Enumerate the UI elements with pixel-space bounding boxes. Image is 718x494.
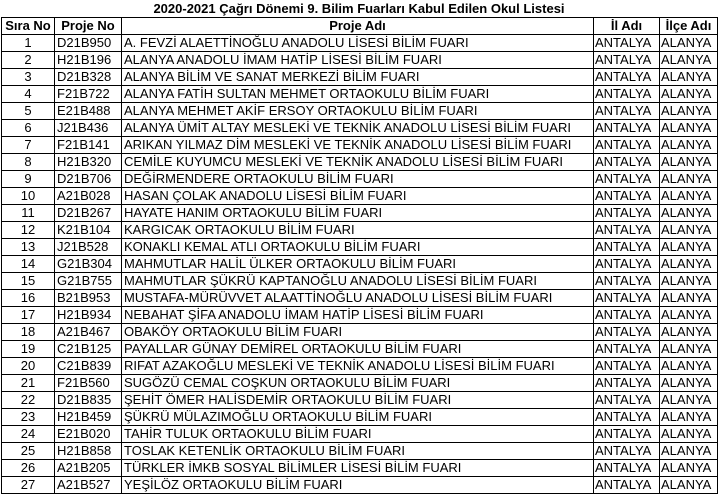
cell-ilce-adi[interactable]: ALANYA: [660, 375, 718, 392]
table-row: [2, 375, 718, 392]
cell-sira-no[interactable]: 13: [2, 239, 55, 256]
cell-proje-no[interactable]: E21B488: [55, 103, 122, 120]
cell-ilce-adi[interactable]: ALANYA: [660, 256, 718, 273]
cell-sira-no[interactable]: 5: [2, 103, 55, 120]
cell-ilce-adi[interactable]: ALANYA: [660, 477, 718, 494]
cell-ilce-adi[interactable]: ALANYA: [660, 137, 718, 154]
cell-sira-no[interactable]: 25: [2, 443, 55, 460]
cell-il-adi[interactable]: ANTALYA: [594, 188, 660, 205]
table-row: [2, 239, 718, 256]
cell-sira-no[interactable]: 6: [2, 120, 55, 137]
table-row: [2, 477, 718, 494]
cell-proje-no[interactable]: H21B320: [55, 154, 122, 171]
cell-proje-no[interactable]: D21B835: [55, 392, 122, 409]
cell-il-adi[interactable]: ANTALYA: [594, 290, 660, 307]
cell-proje-adi[interactable]: HASAN ÇOLAK ANADOLU LİSESİ BİLİM FUARI: [122, 188, 594, 205]
cell-ilce-adi[interactable]: ALANYA: [660, 358, 718, 375]
table-row: [2, 358, 718, 375]
cell-proje-adi[interactable]: KONAKLI KEMAL ATLI ORTAOKULU BİLİM FUARI: [122, 239, 594, 256]
cell-il-adi[interactable]: ANTALYA: [594, 358, 660, 375]
cell-proje-no[interactable]: H21B858: [55, 443, 122, 460]
table-row: [2, 52, 718, 69]
table-row: [2, 69, 718, 86]
cell-proje-adi[interactable]: TÜRKLER İMKB SOSYAL BİLİMLER LİSESİ BİLİM FUARI: [122, 460, 594, 477]
cell-sira-no[interactable]: 17: [2, 307, 55, 324]
cell-il-adi[interactable]: ANTALYA: [594, 375, 660, 392]
table-row: [2, 154, 718, 171]
cell-sira-no[interactable]: 16: [2, 290, 55, 307]
cell-ilce-adi[interactable]: ALANYA: [660, 460, 718, 477]
cell-proje-adi[interactable]: MAHMUTLAR ŞÜKRÜ KAPTANOĞLU ANADOLU LİSESİ BİLİM FUARI: [122, 273, 594, 290]
cell-ilce-adi[interactable]: ALANYA: [660, 341, 718, 358]
cell-proje-adi[interactable]: RIFAT AZAKOĞLU MESLEKİ VE TEKNİK ANADOLU LİSESİ BİLİM FUARI: [122, 358, 594, 375]
cell-proje-no[interactable]: G21B304: [55, 256, 122, 273]
cell-proje-adi[interactable]: ŞEHİT ÖMER HALİSDEMİR ORTAOKULU BİLİM FUARI: [122, 392, 594, 409]
cell-proje-no[interactable]: K21B104: [55, 222, 122, 239]
cell-sira-no[interactable]: 21: [2, 375, 55, 392]
cell-il-adi[interactable]: ANTALYA: [594, 273, 660, 290]
cell-sira-no[interactable]: 10: [2, 188, 55, 205]
cell-il-adi[interactable]: ANTALYA: [594, 103, 660, 120]
cell-ilce-adi[interactable]: ALANYA: [660, 307, 718, 324]
cell-proje-adi[interactable]: OBAKÖY ORTAOKULU BİLİM FUARI: [122, 324, 594, 341]
cell-il-adi[interactable]: ANTALYA: [594, 154, 660, 171]
table-row: [2, 86, 718, 103]
cell-proje-adi[interactable]: ALANYA FATİH SULTAN MEHMET ORTAOKULU BİLİM FUARI: [122, 86, 594, 103]
cell-proje-adi[interactable]: A. FEVZİ ALAETTİNOĞLU ANADOLU LİSESİ BİLİM FUARI: [122, 35, 594, 52]
table-row: [2, 273, 718, 290]
cell-sira-no[interactable]: 15: [2, 273, 55, 290]
cell-proje-adi[interactable]: KARGICAK ORTAOKULU BİLİM FUARI: [122, 222, 594, 239]
cell-proje-no[interactable]: H21B934: [55, 307, 122, 324]
header-proje-no[interactable]: Proje No: [55, 18, 122, 35]
cell-il-adi[interactable]: ANTALYA: [594, 426, 660, 443]
table-row: [2, 35, 718, 52]
cell-proje-adi[interactable]: ARIKAN YILMAZ DİM MESLEKİ VE TEKNİK ANADOLU LİSESİ BİLİM FUARI: [122, 137, 594, 154]
cell-sira-no[interactable]: 2: [2, 52, 55, 69]
cell-sira-no[interactable]: 18: [2, 324, 55, 341]
cell-ilce-adi[interactable]: ALANYA: [660, 426, 718, 443]
cell-il-adi[interactable]: ANTALYA: [594, 171, 660, 188]
cell-proje-adi[interactable]: NEBAHAT ŞİFA ANADOLU İMAM HATİP LİSESİ BİLİM FUARI: [122, 307, 594, 324]
cell-ilce-adi[interactable]: ALANYA: [660, 35, 718, 52]
cell-ilce-adi[interactable]: ALANYA: [660, 324, 718, 341]
cell-ilce-adi[interactable]: ALANYA: [660, 239, 718, 256]
table-row: [2, 188, 718, 205]
cell-proje-adi[interactable]: PAYALLAR GÜNAY DEMİREL ORTAOKULU BİLİM FUARI: [122, 341, 594, 358]
cell-sira-no[interactable]: 14: [2, 256, 55, 273]
cell-proje-no[interactable]: F21B141: [55, 137, 122, 154]
cell-il-adi[interactable]: ANTALYA: [594, 392, 660, 409]
cell-il-adi[interactable]: ANTALYA: [594, 35, 660, 52]
cell-sira-no[interactable]: 3: [2, 69, 55, 86]
cell-proje-no[interactable]: J21B528: [55, 239, 122, 256]
table-row: [2, 307, 718, 324]
header-ilce-adi[interactable]: İlçe Adı: [660, 18, 718, 35]
cell-proje-adi[interactable]: MAHMUTLAR HALİL ÜLKER ORTAOKULU BİLİM FUARI: [122, 256, 594, 273]
cell-proje-no[interactable]: A21B028: [55, 188, 122, 205]
table-row: [2, 460, 718, 477]
cell-ilce-adi[interactable]: ALANYA: [660, 222, 718, 239]
table-row: [2, 120, 718, 137]
cell-ilce-adi[interactable]: ALANYA: [660, 52, 718, 69]
cell-sira-no[interactable]: 8: [2, 154, 55, 171]
cell-proje-no[interactable]: B21B953: [55, 290, 122, 307]
cell-proje-adi[interactable]: TOSLAK KETENLİK ORTAOKULU BİLİM FUARI: [122, 443, 594, 460]
cell-ilce-adi[interactable]: ALANYA: [660, 443, 718, 460]
cell-ilce-adi[interactable]: ALANYA: [660, 392, 718, 409]
cell-il-adi[interactable]: ANTALYA: [594, 341, 660, 358]
cell-proje-adi[interactable]: SUGÖZÜ CEMAL COŞKUN ORTAOKULU BİLİM FUARI: [122, 375, 594, 392]
cell-sira-no[interactable]: 11: [2, 205, 55, 222]
cell-proje-adi[interactable]: ALANYA ÜMİT ALTAY MESLEKİ VE TEKNİK ANADOLU LİSESİ BİLİM FUARI: [122, 120, 594, 137]
cell-il-adi[interactable]: ANTALYA: [594, 307, 660, 324]
cell-il-adi[interactable]: ANTALYA: [594, 52, 660, 69]
header-row: [2, 18, 718, 35]
cell-sira-no[interactable]: 24: [2, 426, 55, 443]
cell-proje-no[interactable]: H21B196: [55, 52, 122, 69]
cell-sira-no[interactable]: 9: [2, 171, 55, 188]
cell-il-adi[interactable]: ANTALYA: [594, 120, 660, 137]
table-row: [2, 290, 718, 307]
header-il-adi[interactable]: İl Adı: [594, 18, 660, 35]
table-row: [2, 341, 718, 358]
cell-sira-no[interactable]: 1: [2, 35, 55, 52]
header-sira-no[interactable]: Sıra No: [2, 18, 55, 35]
cell-il-adi[interactable]: ANTALYA: [594, 137, 660, 154]
table-row: [2, 137, 718, 154]
table-row: [2, 103, 718, 120]
cell-proje-no[interactable]: A21B527: [55, 477, 122, 494]
header-proje-adi[interactable]: Proje Adı: [122, 18, 594, 35]
cell-sira-no[interactable]: 27: [2, 477, 55, 494]
table-row: [2, 171, 718, 188]
cell-proje-no[interactable]: J21B436: [55, 120, 122, 137]
cell-proje-adi[interactable]: ALANYA MEHMET AKİF ERSOY ORTAOKULU BİLİM FUARI: [122, 103, 594, 120]
cell-sira-no[interactable]: 26: [2, 460, 55, 477]
cell-sira-no[interactable]: 4: [2, 86, 55, 103]
table-row: [2, 392, 718, 409]
cell-proje-no[interactable]: A21B467: [55, 324, 122, 341]
cell-ilce-adi[interactable]: ALANYA: [660, 154, 718, 171]
table-row: [2, 324, 718, 341]
cell-proje-no[interactable]: D21B328: [55, 69, 122, 86]
school-list-table: [1, 17, 718, 494]
table-row: [2, 205, 718, 222]
cell-ilce-adi[interactable]: ALANYA: [660, 103, 718, 120]
cell-il-adi[interactable]: ANTALYA: [594, 205, 660, 222]
cell-proje-no[interactable]: C21B125: [55, 341, 122, 358]
cell-sira-no[interactable]: 22: [2, 392, 55, 409]
cell-ilce-adi[interactable]: ALANYA: [660, 205, 718, 222]
cell-proje-adi[interactable]: ŞÜKRÜ MÜLAZIMOĞLU ORTAOKULU BİLİM FUARI: [122, 409, 594, 426]
cell-ilce-adi[interactable]: ALANYA: [660, 171, 718, 188]
cell-ilce-adi[interactable]: ALANYA: [660, 188, 718, 205]
cell-proje-adi[interactable]: YEŞİLÖZ ORTAOKULU BİLİM FUARI: [122, 477, 594, 494]
cell-il-adi[interactable]: ANTALYA: [594, 443, 660, 460]
cell-proje-no[interactable]: D21B950: [55, 35, 122, 52]
cell-ilce-adi[interactable]: ALANYA: [660, 409, 718, 426]
cell-ilce-adi[interactable]: ALANYA: [660, 86, 718, 103]
cell-sira-no[interactable]: 7: [2, 137, 55, 154]
cell-il-adi[interactable]: ANTALYA: [594, 324, 660, 341]
cell-proje-adi[interactable]: ALANYA BİLİM VE SANAT MERKEZİ BİLİM FUARI: [122, 69, 594, 86]
cell-il-adi[interactable]: ANTALYA: [594, 409, 660, 426]
cell-il-adi[interactable]: ANTALYA: [594, 460, 660, 477]
cell-ilce-adi[interactable]: ALANYA: [660, 120, 718, 137]
cell-sira-no[interactable]: 20: [2, 358, 55, 375]
cell-sira-no[interactable]: 19: [2, 341, 55, 358]
sheet-title: 2020-2021 Çağrı Dönemi 9. Bilim Fuarları Kabul Edilen Okul Listesi: [153, 1, 565, 16]
cell-proje-adi[interactable]: ALANYA ANADOLU İMAM HATİP LİSESİ BİLİM FUARI: [122, 52, 594, 69]
table-row: [2, 222, 718, 239]
cell-proje-no[interactable]: F21B722: [55, 86, 122, 103]
cell-proje-adi[interactable]: CEMİLE KUYUMCU MESLEKİ VE TEKNİK ANADOLU LİSESİ BİLİM FUARI: [122, 154, 594, 171]
cell-proje-no[interactable]: C21B839: [55, 358, 122, 375]
cell-il-adi[interactable]: ANTALYA: [594, 222, 660, 239]
cell-il-adi[interactable]: ANTALYA: [594, 477, 660, 494]
cell-sira-no[interactable]: 12: [2, 222, 55, 239]
cell-ilce-adi[interactable]: ALANYA: [660, 69, 718, 86]
table-row: [2, 256, 718, 273]
cell-il-adi[interactable]: ANTALYA: [594, 69, 660, 86]
cell-proje-no[interactable]: D21B267: [55, 205, 122, 222]
table-row: [2, 443, 718, 460]
cell-proje-no[interactable]: D21B706: [55, 171, 122, 188]
cell-proje-adi[interactable]: TAHİR TULUK ORTAOKULU BİLİM FUARI: [122, 426, 594, 443]
cell-il-adi[interactable]: ANTALYA: [594, 239, 660, 256]
cell-proje-no[interactable]: E21B020: [55, 426, 122, 443]
cell-il-adi[interactable]: ANTALYA: [594, 256, 660, 273]
cell-proje-adi[interactable]: HAYATE HANIM ORTAOKULU BİLİM FUARI: [122, 205, 594, 222]
cell-proje-no[interactable]: G21B755: [55, 273, 122, 290]
cell-ilce-adi[interactable]: ALANYA: [660, 290, 718, 307]
cell-proje-no[interactable]: F21B560: [55, 375, 122, 392]
table-row: [2, 409, 718, 426]
table-body: [2, 35, 718, 494]
cell-proje-no[interactable]: H21B459: [55, 409, 122, 426]
cell-ilce-adi[interactable]: ALANYA: [660, 273, 718, 290]
cell-proje-adi[interactable]: DEĞİRMENDERE ORTAOKULU BİLİM FUARI: [122, 171, 594, 188]
table-row: [2, 426, 718, 443]
cell-proje-adi[interactable]: MUSTAFA-MÜRÜVVET ALAATTİNOĞLU ANADOLU LİSESİ BİLİM FUARI: [122, 290, 594, 307]
cell-proje-no[interactable]: A21B205: [55, 460, 122, 477]
cell-il-adi[interactable]: ANTALYA: [594, 86, 660, 103]
cell-sira-no[interactable]: 23: [2, 409, 55, 426]
